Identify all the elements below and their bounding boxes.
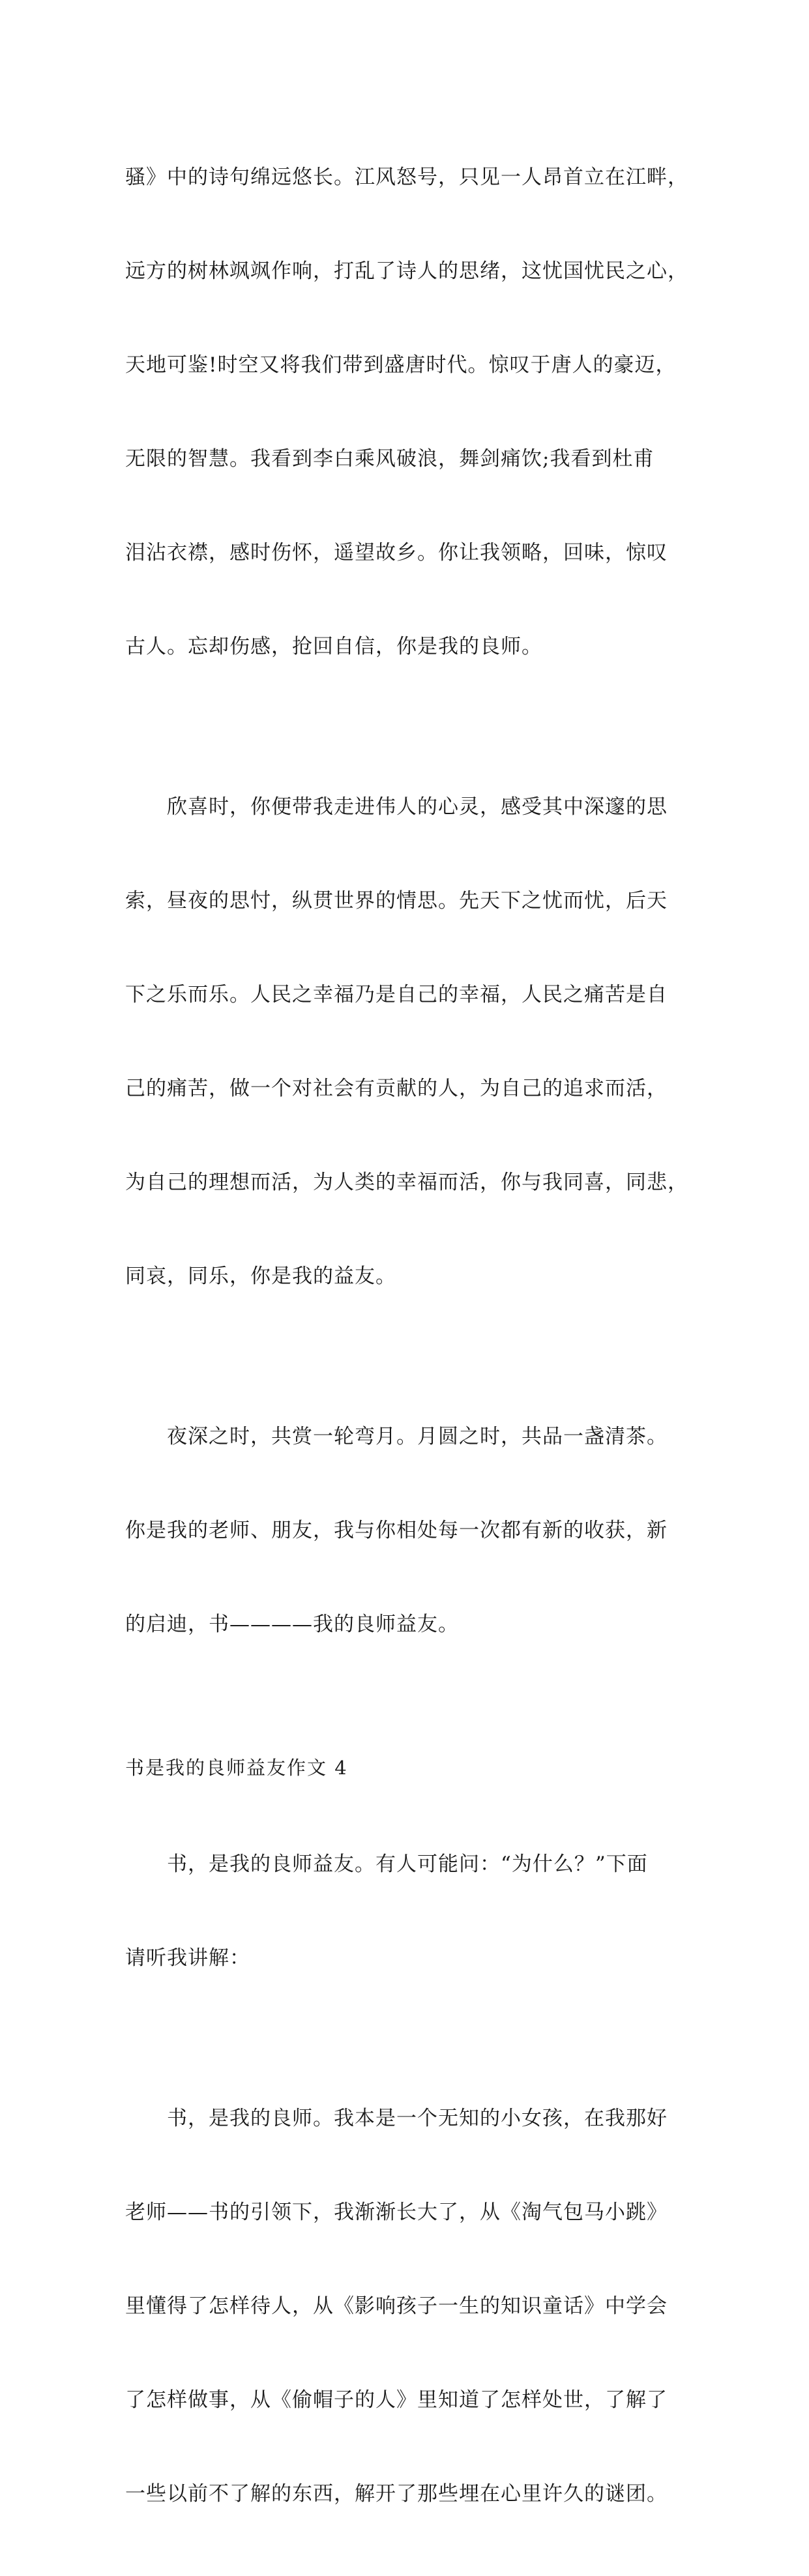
text-line: 索，昼夜的思忖，纵贯世界的情思。先天下之忧而忧，后天 <box>125 889 668 913</box>
text-line: 远方的树林飒飒作响，打乱了诗人的思绪，这忧国忧民之心， <box>125 259 688 283</box>
text-line: 骚》中的诗句绵远悠长。江风怒号，只见一人昂首立在江畔， <box>125 166 688 189</box>
paragraph <box>125 2040 699 2572</box>
text-line: 泪沾衣襟，感时伤怀，遥望故乡。你让我领略，回味，惊叹 <box>125 541 668 564</box>
document-body <box>125 99 699 2576</box>
paragraph <box>125 99 699 725</box>
text-line: 书，是我的良师益友。有人可能问：“为什么？”下面 <box>167 1852 648 1876</box>
text-line: 欣喜时，你便带我走进伟人的心灵，感受其中深邃的思 <box>167 795 668 819</box>
text-line: 一些以前不了解的东西，解开了那些埋在心里许久的谜团。 <box>125 2482 668 2506</box>
text-line: 书，是我的良师。我本是一个无知的小女孩，在我那好 <box>167 2107 668 2130</box>
paragraph <box>125 729 699 1354</box>
paragraph <box>125 1786 699 2036</box>
paragraph <box>125 1358 699 1703</box>
text-line: 了怎样做事，从《偷帽子的人》里知道了怎样处世，了解了 <box>125 2388 668 2412</box>
text-line: 同哀，同乐，你是我的益友。 <box>125 1265 396 1288</box>
text-line: 夜深之时，共赏一轮弯月。月圆之时，共品一盏清茶。 <box>167 1425 668 1448</box>
text-line: 下之乐而乐。人民之幸福乃是自己的幸福，人民之痛苦是自 <box>125 983 668 1006</box>
text-line: 请听我讲解： <box>125 1946 250 1970</box>
text-line: 天地可鉴!时空又将我们带到盛唐时代。惊叹于唐人的豪迈， <box>125 353 677 377</box>
text-line: 古人。忘却伤感，抢回自信，你是我的良师。 <box>125 635 542 658</box>
section-title: 书是我的良师益友作文 4 <box>125 1757 348 1779</box>
text-line: 你是我的老师、朋友，我与你相处每一次都有新的收获，新 <box>125 1519 668 1542</box>
text-line: 无限的智慧。我看到李白乘风破浪，舞剑痛饮;我看到杜甫 <box>125 447 655 471</box>
text-line: 的启迪，书————我的良师益友。 <box>125 1613 459 1636</box>
text-line: 为自己的理想而活，为人类的幸福而活，你与我同喜，同悲， <box>125 1171 688 1194</box>
text-line: 己的痛苦，做一个对社会有贡献的人，为自己的追求而活， <box>125 1077 668 1100</box>
text-line: 老师——书的引领下，我渐渐长大了，从《淘气包马小跳》 <box>125 2201 668 2224</box>
text-line: 里懂得了怎样待人，从《影响孩子一生的知识童话》中学会 <box>125 2294 668 2318</box>
